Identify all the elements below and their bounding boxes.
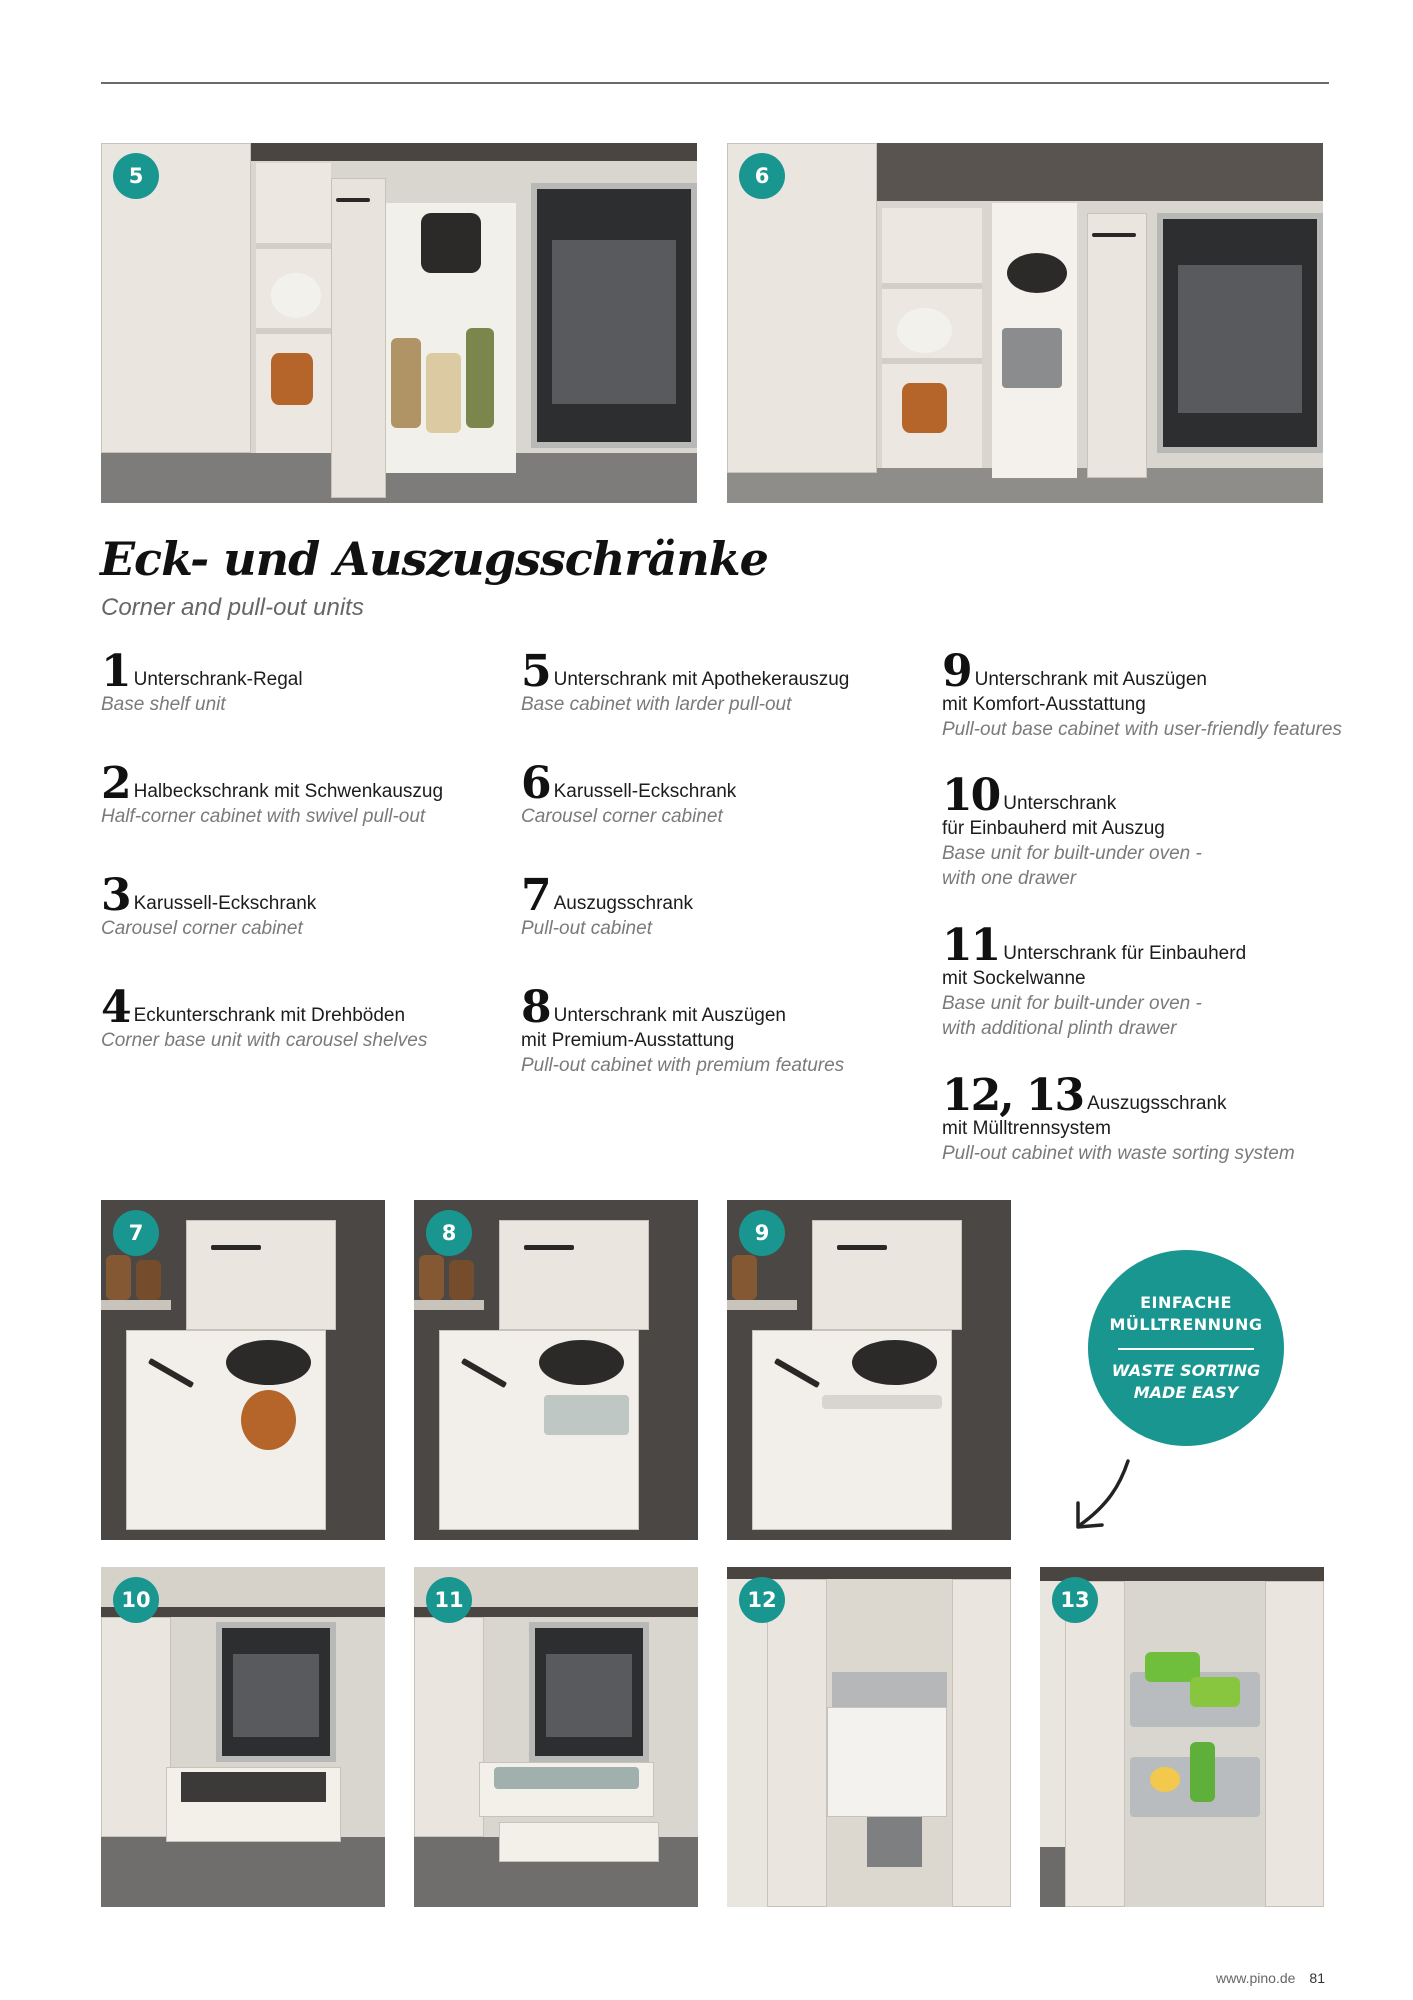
list-item: 12, 13 Auszugsschrank mit Mülltrennsystem Pull-out cabinet with waste sorting system bbox=[942, 1070, 1295, 1164]
list-item: 6 Karussell-Eckschrank Carousel corner cabinet bbox=[521, 758, 737, 827]
list-item: 8 Unterschrank mit Auszügen mit Premium-Ausstattung Pull-out cabinet with premium features bbox=[521, 982, 845, 1076]
photo-larder-pullout bbox=[101, 143, 697, 503]
photo-number-badge: 13 bbox=[1052, 1577, 1098, 1623]
waste-sorting-badge: EINFACHE MÜLLTRENNUNG WASTE SORTING MADE EASY bbox=[1088, 1250, 1284, 1446]
list-item: 2 Halbeckschrank mit Schwenkauszug Half-corner cabinet with swivel pull-out bbox=[101, 758, 444, 827]
photo-number-badge: 6 bbox=[739, 153, 785, 199]
list-item: 1 Unterschrank-Regal Base shelf unit bbox=[101, 646, 303, 715]
footer bbox=[1216, 1970, 1325, 1986]
list-item: 10 Unterschrank für Einbauherd mit Auszug Base unit for built-under oven - with one drawer bbox=[942, 770, 1202, 889]
photo-number-badge: 9 bbox=[739, 1210, 785, 1256]
list-item: 11 Unterschrank für Einbauherd mit Sockelwanne Base unit for built-under oven - with additional plinth drawer bbox=[942, 920, 1247, 1039]
top-rule bbox=[101, 82, 1329, 84]
photo-number-badge: 8 bbox=[426, 1210, 472, 1256]
list-item: 4 Eckunterschrank mit Drehböden Corner base unit with carousel shelves bbox=[101, 982, 428, 1051]
list-item: 3 Karussell-Eckschrank Carousel corner cabinet bbox=[101, 870, 317, 939]
arrow-icon bbox=[1068, 1455, 1138, 1535]
list-item: 9 Unterschrank mit Auszügen mit Komfort-Ausstattung Pull-out base cabinet with user-friendly features bbox=[942, 646, 1342, 740]
footer-url[interactable]: www.pino.de bbox=[1216, 1970, 1296, 1986]
photo-number-badge: 12 bbox=[739, 1577, 785, 1623]
photo-number-badge: 10 bbox=[113, 1577, 159, 1623]
photo-carousel-corner bbox=[727, 143, 1323, 503]
page-title: Eck- und Auszugsschränke bbox=[100, 532, 768, 586]
photo-number-badge: 11 bbox=[426, 1577, 472, 1623]
list-item: 7 Auszugsschrank Pull-out cabinet bbox=[521, 870, 694, 939]
photo-number-badge: 5 bbox=[113, 153, 159, 199]
page-number: 81 bbox=[1309, 1970, 1325, 1986]
photo-number-badge: 7 bbox=[113, 1210, 159, 1256]
page-subtitle: Corner and pull-out units bbox=[101, 594, 364, 621]
list-item: 5 Unterschrank mit Apothekerauszug Base cabinet with larder pull-out bbox=[521, 646, 850, 715]
